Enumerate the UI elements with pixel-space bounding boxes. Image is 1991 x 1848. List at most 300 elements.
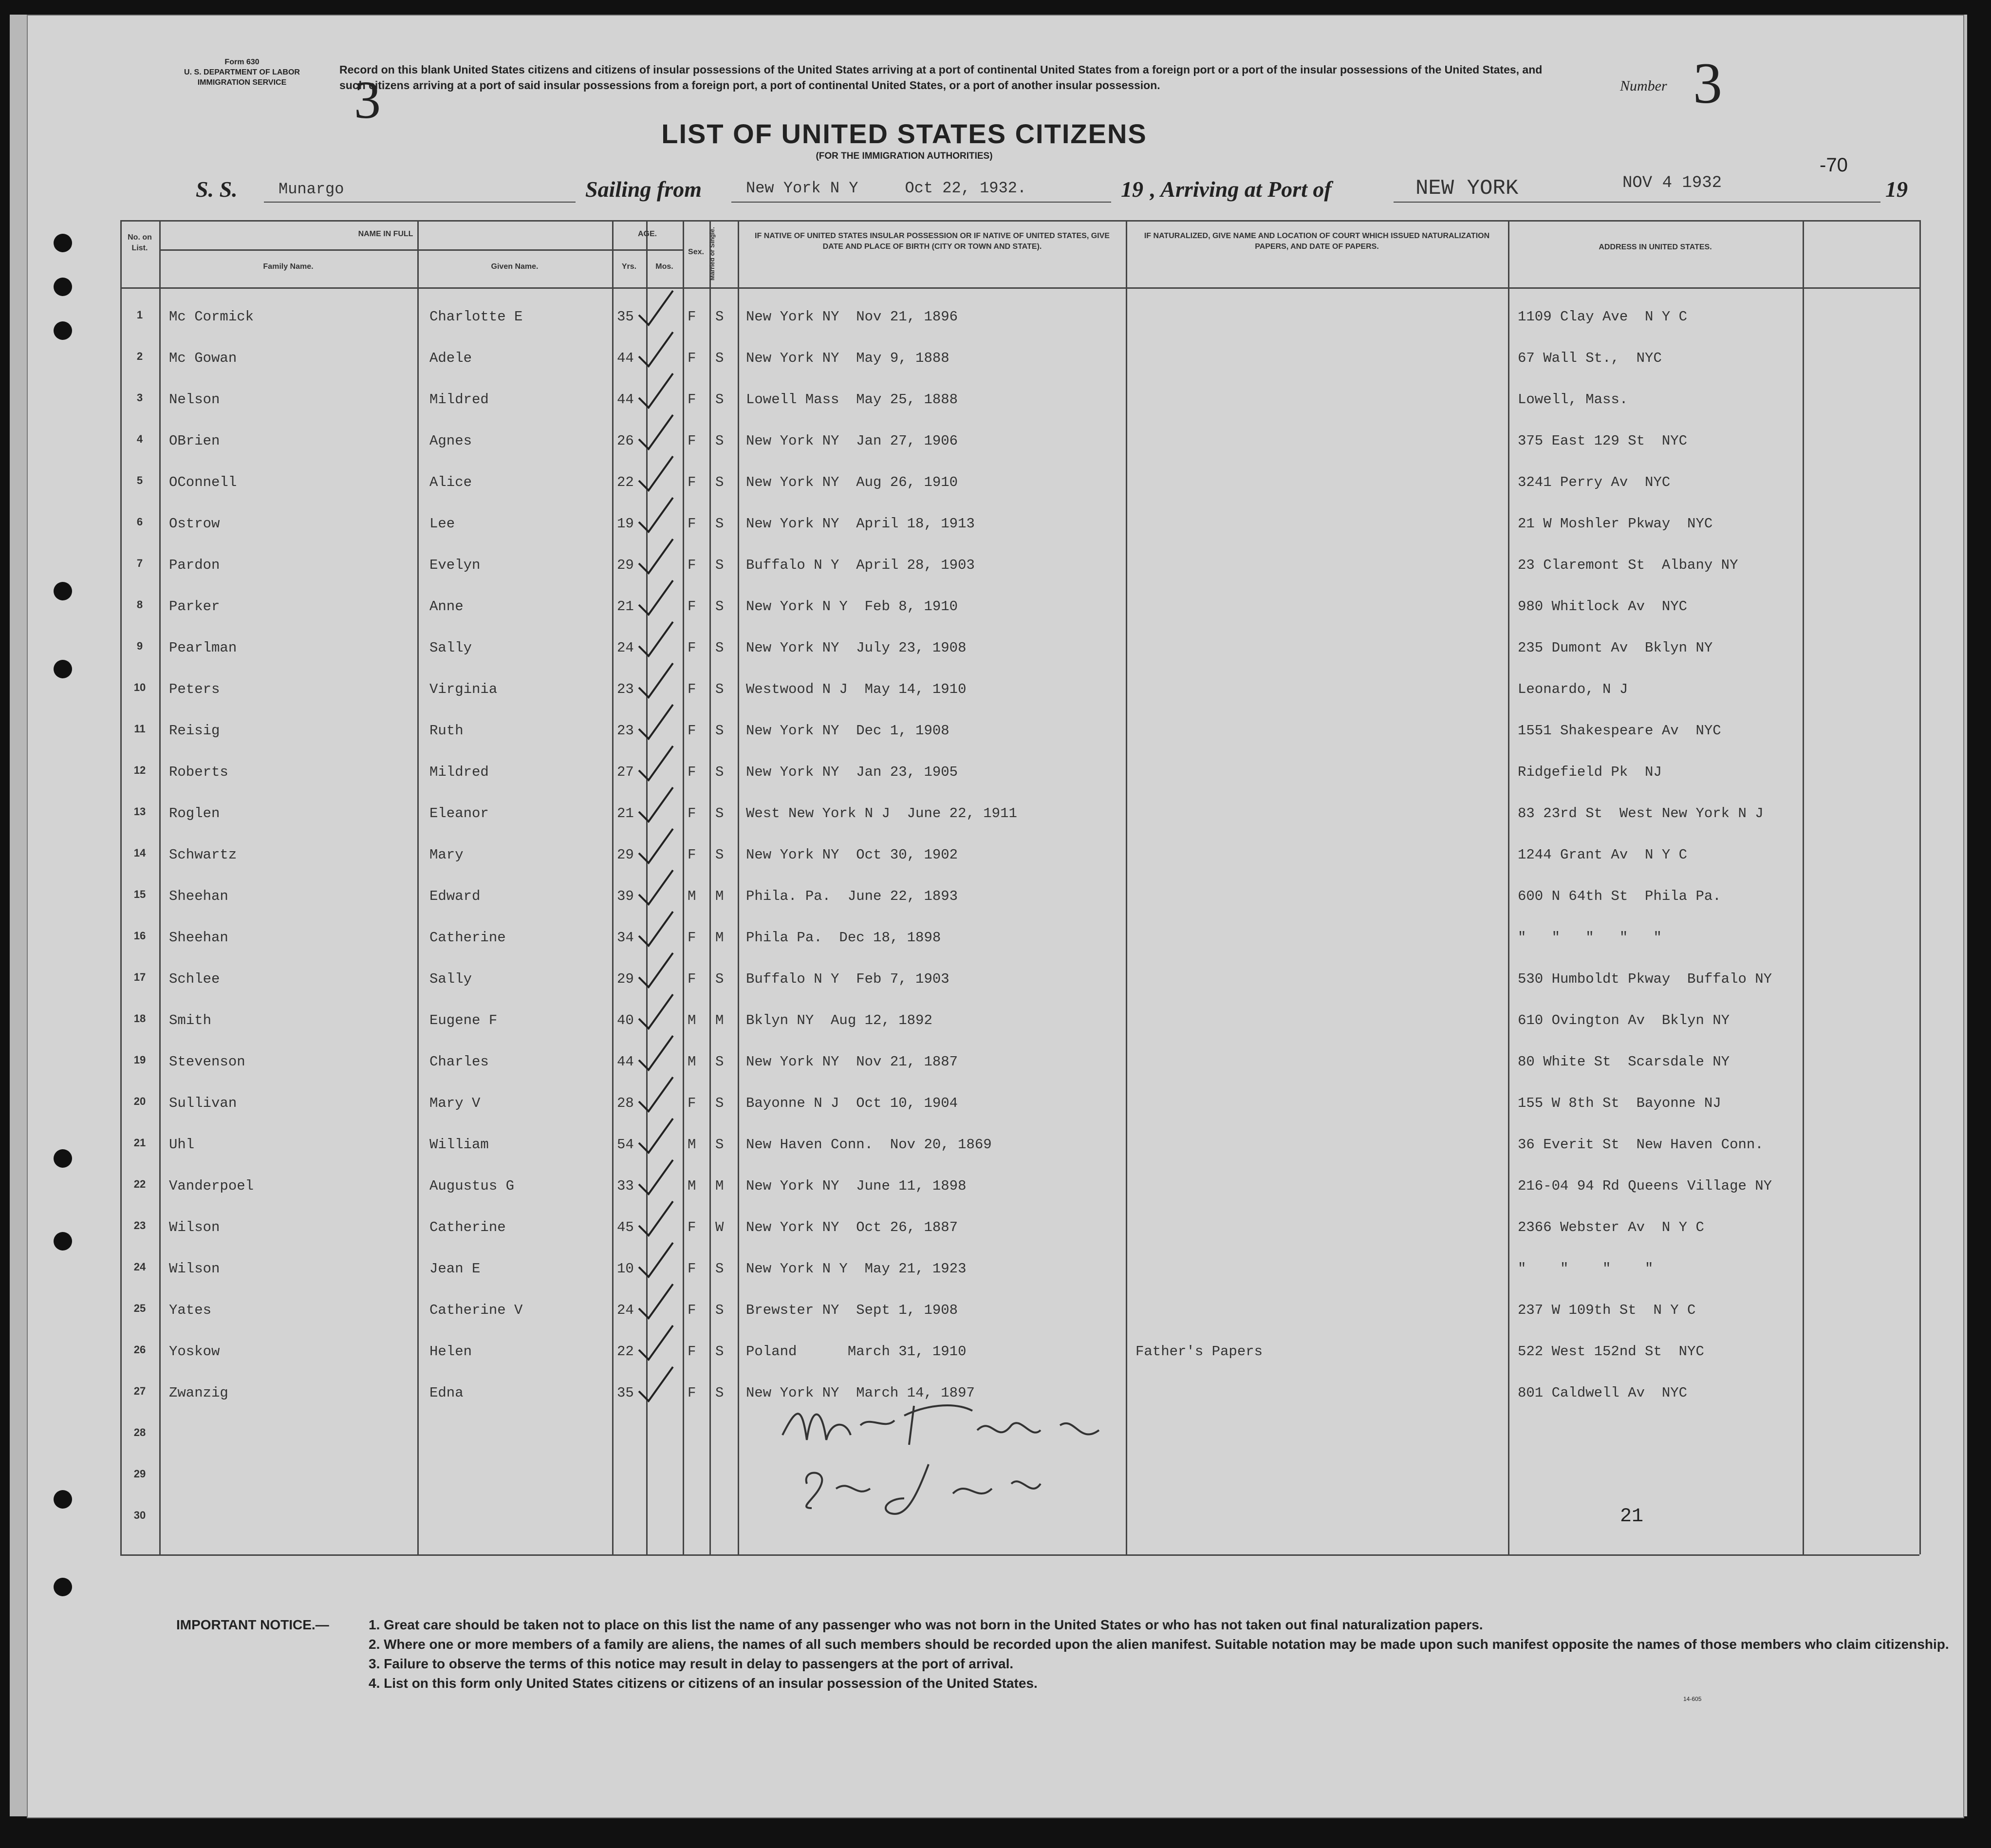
binder-hole [54,1149,72,1168]
age-subheader-line [612,249,683,251]
cell-ms: S [715,433,724,449]
cell-sex: F [688,1261,696,1277]
cell-birth: Brewster NY Sept 1, 1908 [746,1302,958,1318]
notice-item-4: 4. List on this form only United States citizens or citizens of an insular possession of the United States. [369,1676,1038,1691]
cell-age: 44 [617,350,634,366]
check-mark-icon [636,909,675,948]
check-mark-icon [636,661,675,700]
cell-age: 29 [617,847,634,863]
cell-sex: F [688,392,696,408]
cell-ms: W [715,1219,724,1235]
service: IMMIGRATION SERVICE [197,78,287,87]
cell-birth: Phila. Pa. June 22, 1893 [746,888,958,904]
cell-given: Mary [429,847,464,863]
check-mark-icon [636,1282,675,1321]
document-subtitle: (FOR THE IMMIGRATION AUTHORITIES) [816,151,993,161]
cell-birth: New York NY June 11, 1898 [746,1178,967,1194]
cell-address: 80 White St Scarsdale NY [1518,1054,1730,1070]
cell-sex: F [688,723,696,739]
cell-family: Wilson [169,1219,220,1235]
cell-family: Wilson [169,1261,220,1277]
cell-sex: F [688,1385,696,1401]
cell-address: 801 Caldwell Av NYC [1518,1385,1688,1401]
notice-item-2: 2. Where one or more members of a family are aliens, the names of all such members should be recorded upon the alien manifest. Suitable notation may be made upon such manifest opposite the names of those members who claim citizenship. [369,1637,1949,1652]
cell-family: Ostrow [169,516,220,532]
port-underline [1394,202,1880,203]
cell-given: Edna [429,1385,464,1401]
cell-sex: F [688,847,696,863]
cell-ms: S [715,681,724,697]
cell-given: Sally [429,640,472,656]
arrival-stamp-date: NOV 4 1932 [1622,174,1722,192]
table-row [120,298,1919,337]
row-number: 28 [133,1426,146,1438]
row-number: 18 [133,1012,146,1025]
cell-ms: S [715,557,724,573]
cell-address: " " " " " [1518,930,1662,946]
cell-age: 29 [617,971,634,987]
cell-age: 27 [617,764,634,780]
row-number: 13 [133,805,146,818]
cell-ms: S [715,1344,724,1360]
row-number: 11 [134,723,146,735]
cell-given: Adele [429,350,472,366]
check-mark-icon [636,495,675,534]
table-row [120,422,1919,461]
table-row [120,1002,1919,1041]
cell-family: Reisig [169,723,220,739]
binder-hole [54,1490,72,1509]
cell-ms: S [715,805,724,821]
table-row [120,960,1919,999]
passenger-table [120,220,1919,1554]
check-mark-icon [636,826,675,865]
cell-ms: S [715,764,724,780]
cell-address: 21 W Moshler Pkway NYC [1518,516,1713,532]
cell-given: Sally [429,971,472,987]
row-number: 12 [133,764,146,776]
arrival-port: NEW YORK [1415,176,1519,201]
cell-birth: Bklyn NY Aug 12, 1892 [746,1012,932,1028]
ss-label: S. S. [196,177,238,202]
notice-items [369,1615,1951,1693]
table-row [120,671,1919,709]
check-mark-icon [636,371,675,410]
check-mark-icon [636,1240,675,1279]
cell-sex: F [688,433,696,449]
cell-family: Uhl [169,1137,195,1153]
print-code: 14-605 [1683,1696,1702,1702]
row-number: 24 [133,1261,146,1273]
table-row [120,877,1919,916]
cell-sex: F [688,1219,696,1235]
form-meta [162,57,322,88]
cell-birth: New York NY April 18, 1913 [746,516,975,532]
cell-family: Yates [169,1302,212,1318]
row-number: 8 [136,598,143,611]
cell-given: Agnes [429,433,472,449]
check-mark-icon [636,1323,675,1362]
check-mark-icon [636,1033,675,1072]
cell-family: Pardon [169,557,220,573]
cell-family: Vanderpoel [169,1178,254,1194]
cell-given: Catherine [429,1219,506,1235]
cell-birth: New York NY Nov 21, 1896 [746,309,958,325]
cell-ms: S [715,723,724,739]
cell-age: 29 [617,557,634,573]
table-row [120,546,1919,585]
cell-address: 2366 Webster Av N Y C [1518,1219,1704,1235]
cell-ms: M [715,1012,724,1028]
cell-age: 35 [617,309,634,325]
table-row [120,588,1919,627]
row-number: 25 [133,1302,146,1314]
check-mark-icon [636,951,675,989]
header-age: AGE. [637,230,657,238]
cell-given: Charlotte E [429,309,523,325]
binder-hole [54,234,72,252]
header-address: ADDRESS IN UNITED STATES. [1599,243,1712,251]
cell-address: 216-04 94 Rd Queens Village NY [1518,1178,1772,1194]
notice-label: IMPORTANT NOTICE.— [176,1617,329,1632]
cell-address: 600 N 64th St Phila Pa. [1518,888,1721,904]
cell-address: 155 W 8th St Bayonne NJ [1518,1095,1721,1111]
cell-ms: S [715,1302,724,1318]
cell-address: " " " " [1518,1261,1654,1277]
cell-address: 610 Ovington Av Bklyn NY [1518,1012,1730,1028]
table-row [120,753,1919,792]
check-mark-icon [636,619,675,658]
cell-address: Leonardo, N J [1518,681,1628,697]
row-number: 1 [136,309,143,321]
cell-birth: West New York N J June 22, 1911 [746,805,1017,821]
cell-address: 235 Dumont Av Bklyn NY [1518,640,1713,656]
cell-sex: F [688,1095,696,1111]
instructions: Record on this blank United States citizens and citizens of insular possessions of the United States arriving at a port of continental United States from a foreign port or a port of the insular possessions of the United States, and such citizens arriving at a port of said insular possessions from a foreign port, a port of continental United States, or a port of another insular possession. [339,63,1543,92]
binder-hole [54,321,72,340]
row-number: 19 [133,1054,146,1066]
cell-given: Augustus G [429,1178,515,1194]
cell-sex: F [688,764,696,780]
cell-given: Mary V [429,1095,481,1111]
cell-birth: New York NY March 14, 1897 [746,1385,975,1401]
table-row [120,1250,1919,1289]
row-number: 16 [133,930,146,942]
cell-address: 3241 Perry Av NYC [1518,474,1671,490]
ship-name: Munargo [279,180,344,198]
row-number: 2 [136,350,143,362]
check-mark-icon [636,1075,675,1114]
binder-hole [54,582,72,600]
cell-ms: S [715,392,724,408]
table-row [120,1043,1919,1082]
manifest-page [27,15,1964,1818]
cell-address: 530 Humboldt Pkway Buffalo NY [1518,971,1772,987]
cell-age: 23 [617,681,634,697]
cell-family: Zwanzig [169,1385,228,1401]
cell-address: Lowell, Mass. [1518,392,1628,408]
cell-family: Pearlman [169,640,237,656]
sailing-underline [731,202,1111,203]
table-row [120,795,1919,834]
table-row [120,1084,1919,1123]
cell-sex: F [688,309,696,325]
cell-address: 375 East 129 St NYC [1518,433,1688,449]
check-mark-icon [636,992,675,1031]
cell-age: 44 [617,392,634,408]
cell-birth: New York NY Aug 26, 1910 [746,474,958,490]
header-no: No. on List. [128,233,152,252]
table-bottom-border [120,1554,1919,1556]
check-mark-icon [636,537,675,576]
cell-ms: S [715,1385,724,1401]
cell-sex: F [688,1344,696,1360]
cell-sex: F [688,350,696,366]
cell-ms: S [715,350,724,366]
cell-sex: F [688,681,696,697]
row-number: 9 [136,640,143,652]
cell-ms: S [715,1095,724,1111]
header-mos: Mos. [655,262,673,271]
cell-age: 24 [617,1302,634,1318]
header-birth: IF NATIVE OF UNITED STATES INSULAR POSSESSION OR IF NATIVE OF UNITED STATES, GIVE DATE AND PLACE OF BIRTH (CITY OR TOWN AND STATE). [755,232,1110,251]
check-mark-icon [636,702,675,741]
table-row [120,712,1919,751]
row-number: 22 [133,1178,146,1190]
cell-sex: M [688,1137,696,1153]
cell-birth: Lowell Mass May 25, 1888 [746,392,958,408]
cell-ms: S [715,971,724,987]
cell-ms: S [715,309,724,325]
cell-family: Roberts [169,764,228,780]
inspector-signature [768,1386,1230,1523]
row-number: 14 [133,847,146,859]
table-row [120,464,1919,503]
cell-ms: S [715,640,724,656]
cell-age: 40 [617,1012,634,1028]
bottom-mark: 21 [1620,1506,1644,1528]
cell-sex: F [688,516,696,532]
table-row [120,1126,1919,1165]
cell-family: Sullivan [169,1095,237,1111]
header-sex: Sex. [688,248,704,256]
cell-given: Jean E [429,1261,481,1277]
cell-given: Alice [429,474,472,490]
cell-address: 237 W 109th St N Y C [1518,1302,1696,1318]
table-row [120,836,1919,875]
cell-given: Edward [429,888,481,904]
cell-given: Catherine V [429,1302,523,1318]
sailing-label: Sailing from [585,177,702,202]
year-one: 19 [1121,177,1143,202]
table-row [120,505,1919,544]
cell-address: 36 Everit St New Haven Conn. [1518,1137,1764,1153]
cell-birth: Buffalo N Y Feb 7, 1903 [746,971,949,987]
check-mark-icon [636,1364,675,1403]
cell-address: Ridgefield Pk NJ [1518,764,1662,780]
cell-birth: New York NY Jan 23, 1905 [746,764,958,780]
number-value: 3 [1693,51,1722,115]
row-number: 23 [133,1219,146,1232]
cell-age: 39 [617,888,634,904]
cell-address: 1551 Shakespeare Av NYC [1518,723,1721,739]
cell-birth: New York NY Oct 30, 1902 [746,847,958,863]
table-row [120,339,1919,378]
header-family: Family Name. [263,262,314,271]
cell-ms: S [715,598,724,615]
cell-address: 83 23rd St West New York N J [1518,805,1764,821]
check-mark-icon [636,330,675,369]
cell-family: Smith [169,1012,212,1028]
cell-age: 22 [617,1344,634,1360]
cell-age: 10 [617,1261,634,1277]
cell-sex: F [688,474,696,490]
row-number: 5 [136,474,143,486]
cell-family: Sheehan [169,930,228,946]
department: U. S. DEPARTMENT OF LABOR [184,68,300,76]
cell-sex: F [688,598,696,615]
cell-address: 1244 Grant Av N Y C [1518,847,1688,863]
cell-family: Mc Gowan [169,350,237,366]
number-label: Number [1620,78,1667,94]
check-mark-icon [636,288,675,327]
cell-age: 28 [617,1095,634,1111]
cell-sex: F [688,930,696,946]
cell-ms: S [715,1261,724,1277]
cell-age: 33 [617,1178,634,1194]
cell-ms: S [715,474,724,490]
binder-hole [54,660,72,678]
cell-ms: M [715,930,724,946]
cell-age: 26 [617,433,634,449]
table-row [120,919,1919,958]
cell-birth: Poland March 31, 1910 [746,1344,967,1360]
cell-age: 45 [617,1219,634,1235]
cell-sex: F [688,640,696,656]
cell-ms: M [715,888,724,904]
binder-hole [54,278,72,296]
cell-sex: F [688,557,696,573]
notice-item-1: 1. Great care should be taken not to place on this list the name of any passenger who was not born in the United States or who has not taken out final naturalization papers. [369,1617,1483,1632]
cell-family: Peters [169,681,220,697]
cell-age: 54 [617,1137,634,1153]
cell-family: OBrien [169,433,220,449]
row-number: 15 [133,888,146,900]
cell-given: Mildred [429,392,489,408]
cell-family: Stevenson [169,1054,245,1070]
row-number: 3 [136,392,143,404]
binder-hole [54,1578,72,1596]
binder-hole [54,1232,72,1251]
cell-given: Helen [429,1344,472,1360]
name-subheader-line [159,249,612,251]
sailing-from: New York N Y Oct 22, 1932. [746,179,1027,197]
cell-sex: F [688,971,696,987]
cell-sex: F [688,805,696,821]
cell-age: 44 [617,1054,634,1070]
cell-birth: New York NY Jan 27, 1906 [746,433,958,449]
row-number: 29 [133,1468,146,1480]
cell-birth: Westwood N J May 14, 1910 [746,681,967,697]
cell-address: 980 Whitlock Av NYC [1518,598,1688,615]
cell-family: Yoskow [169,1344,220,1360]
row-number: 6 [136,516,143,528]
check-mark-icon [636,868,675,907]
row-number: 26 [133,1344,146,1356]
header-name-full: NAME IN FULL [358,230,413,238]
cell-address: 67 Wall St., NYC [1518,350,1662,366]
cell-address: 522 West 152nd St NYC [1518,1344,1704,1360]
cell-given: Ruth [429,723,464,739]
form-number: Form 630 [224,58,260,66]
cell-age: 22 [617,474,634,490]
cell-given: Catherine [429,930,506,946]
arriving-label: , Arriving at Port of [1150,177,1332,202]
table-row [120,629,1919,668]
cell-ms: M [715,1178,724,1194]
cell-family: Roglen [169,805,220,821]
cell-age: 21 [617,805,634,821]
notice-item-3: 3. Failure to observe the terms of this notice may result in delay to passengers at the port of arrival. [369,1656,1014,1671]
row-number: 7 [136,557,143,569]
cell-family: Schlee [169,971,220,987]
cell-birth: New Haven Conn. Nov 20, 1869 [746,1137,992,1153]
check-mark-icon [636,744,675,783]
check-mark-icon [636,578,675,617]
cell-family: Nelson [169,392,220,408]
check-mark-icon [636,1199,675,1238]
row-number: 21 [133,1137,146,1149]
cell-given: Eleanor [429,805,489,821]
row-number: 20 [133,1095,146,1107]
table-row [120,1291,1919,1330]
ship-underline [264,202,576,203]
cell-nat: Father's Papers [1135,1344,1263,1360]
header-given: Given Name. [491,262,539,271]
table-row [120,1333,1919,1372]
cell-given: Charles [429,1054,489,1070]
cell-family: OConnell [169,474,237,490]
cell-family: Sheehan [169,888,228,904]
table-row [120,1167,1919,1206]
row-number: 4 [136,433,143,445]
cell-ms: S [715,1054,724,1070]
row-number: 10 [133,681,146,693]
cell-given: Eugene F [429,1012,498,1028]
cell-ms: S [715,847,724,863]
cell-birth: Phila Pa. Dec 18, 1898 [746,930,941,946]
cell-age: 21 [617,598,634,615]
cell-birth: New York NY Dec 1, 1908 [746,723,949,739]
cell-birth: New York NY July 23, 1908 [746,640,967,656]
cell-family: Schwartz [169,847,237,863]
cell-birth: New York N Y May 21, 1923 [746,1261,967,1277]
check-mark-icon [636,454,675,493]
cell-given: Anne [429,598,464,615]
cell-family: Parker [169,598,220,615]
cell-sex: M [688,1012,696,1028]
cell-family: Mc Cormick [169,309,254,325]
table-top-border [120,220,1919,222]
year-two: 19 [1885,177,1908,202]
row-number: 17 [133,971,146,983]
cell-address: 1109 Clay Ave N Y C [1518,309,1688,325]
check-mark-icon [636,1157,675,1196]
check-mark-icon [636,785,675,824]
document-title: LIST OF UNITED STATES CITIZENS [661,118,1147,149]
table-row [120,1209,1919,1248]
cell-age: 23 [617,723,634,739]
